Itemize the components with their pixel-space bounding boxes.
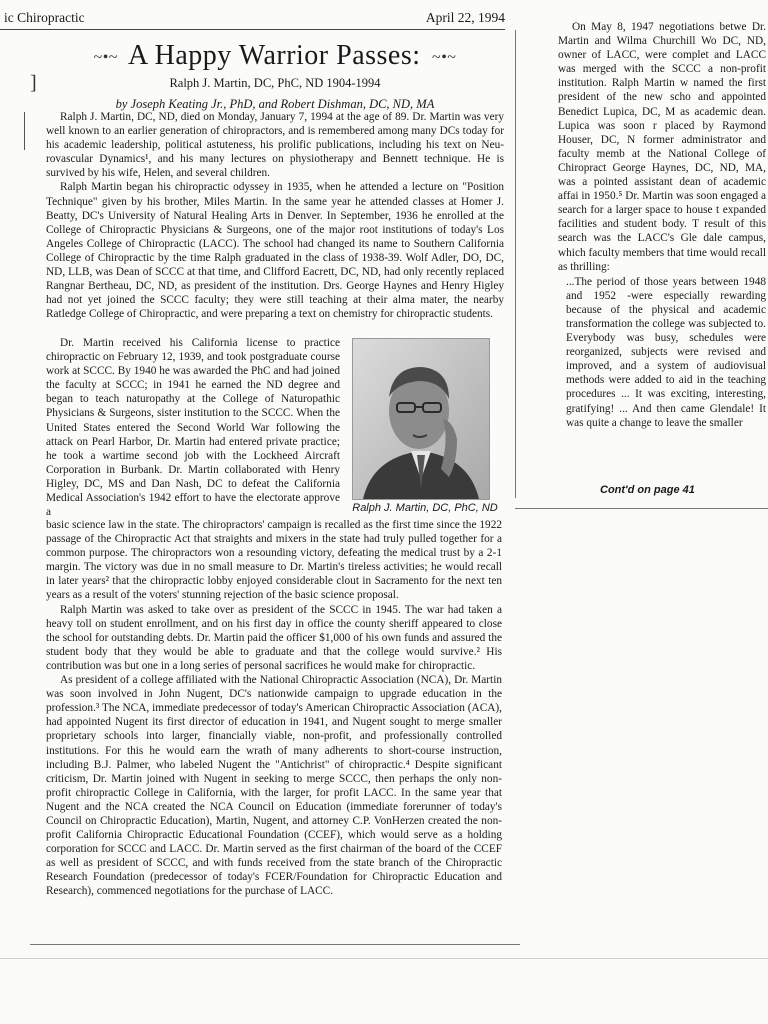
block-quote-text: ...The period of those years between 1948 and 1952 -were especially rewarding because of the physical and academic transformation the college was subjected to. Everybody was busy, schedules were reorganized, subjects were revised and improved, and a system of audiovisual methods were added to aid in the teaching procedures ... It was exciting, interesting, gratifying! ... And then came Glendale! It was quite a change to leave the smaller — [566, 275, 766, 429]
photo-caption: Ralph J. Martin, DC, PhC, ND — [352, 502, 498, 514]
portrait-photo — [352, 338, 490, 500]
article-byline: by Joseph Keating Jr., PhD, and Robert Dishman, DC, ND, MA — [115, 97, 435, 111]
paragraph-4: Ralph Martin was asked to take over as president of the SCCC in 1945. The war had taken a heavy toll on student enrollment, and on his first day in office the county sheriff appeared to close the school for outstanding debts. Dr. Martin paid the officer $1,000 of his own funds and assured the student body that they would be able to graduate and that the college would survive.² His contribution was but one in a long series of personal sacrifices he would make for chiropractic. — [46, 603, 502, 672]
main-column-bottom — [46, 518, 502, 899]
page-header — [0, 8, 505, 30]
right-column-bottom-rule — [515, 508, 768, 509]
issue-date: April 22, 1994 — [425, 10, 505, 25]
portrait-image — [353, 339, 489, 499]
title-block — [40, 40, 510, 72]
paragraph-3: Dr. Martin received his California license to practice chiropractic on February 12, 1939, and took postgraduate course work at SCCC. By 1940 he was awarded the PhC and had joined the faculty at SCCC; in 1941 he earned the ND degree and began to teach naturopathy at the College of Naturopathic Physicians & Surgeons, sister institution to the SCCC. When the United States entered the Second World War following the attack on Pearl Harbor, Dr. Martin had entered private practice; he took a wartime second job with the Lockheed Aircraft Corporation in Burbank. Dr. Martin collaborated with Henry Higley, DC, MS and Dan Nash, DC to defeat the California Medical Association's 1942 effort to have the electorate approve a — [46, 337, 340, 519]
article-title-line — [40, 40, 510, 72]
article-subtitle: Ralph J. Martin, DC, PhC, ND 1904-1994 — [169, 76, 381, 90]
paragraph-3-continued: basic science law in the state. The chiropractors' campaign is recalled as the first time since the 1922 passage of the Chiropractic Act that straights and mixers in the state had truly pulled together for a common purpose. The chiropractors won a resounding victory, defeating the medical trust by a 2-1 margin. The victory was due in no small measure to Dr. Martin's tireless activities; he would recall in later years² that the chiropractic lobby enjoyed considerable clout in Sacramento for the next ten years as a result of the voters' stunning rejection of the basic science proposal. — [46, 519, 502, 602]
margin-bracket-mark: ] — [30, 72, 37, 94]
continued-notice: Cont'd on page 41 — [600, 484, 695, 496]
right-column — [558, 20, 766, 430]
header-rule — [0, 29, 505, 30]
publication-name: ic Chiropractic — [4, 10, 85, 25]
paragraph-1: Ralph J. Martin, DC, ND, died on Monday, January 7, 1994 at the age of 89. Dr. Martin was very well known to an earlier generation of chiropractors, and is remembered among many DCs today for his academic leadership, political astuteness, his prolific publications, including his text on Neu-rovascular Dynamics¹, and his many lectures on physiotherapy and Bennett technique. He is survived by his wife, Helen, and several children. — [46, 111, 504, 180]
paragraph-5: As president of a college affiliated with the National Chiropractic Association (NCA), Dr. Martin was soon involved in John Nugent, DC's nationwide campaign to upgrade education in the profession.³ The NCA, immediate predecessor of today's American Chiropractic Association (ACA), had appointed Nugent its first director of education in 1941, and Nugent sought to merge smaller proprietary schools into larger, financially viable, non-profit, and professionally controlled institutions. For this he would earn the wrath of many adherents to short-course instruction, including B.J. Palmer, who labeled Nugent the "Antichrist" of chiropractic.⁴ Despite significant criticism, Dr. Martin joined with Nugent in seeking to merge SCCC, then perhaps the only non-profit chiropractic College in California, with the larger, for profit LACC. In the same year that Nugent and the NCA created the NCA Council on Education (immediate forerunner of today's Council on Chiropractic Education), Martin, Nugent, and attorney C.P. VonHerzen created the non-profit California Chiropractic Educational Foundation (CCEF), which would serve as a holding corporation for SCCC and LACC. Dr. Martin served as the first chairman of the board of the CCEF as well as president of SCCC, and with funds received from the state branch of the Chiropractic Research Foundation (predecessor of today's FCER/Foundation for Chiropractic Education and Research), commenced negotiations for the purchase of LACC. — [46, 674, 502, 898]
margin-tick-mark — [24, 112, 25, 150]
page-edge — [0, 958, 768, 959]
right-column-divider — [515, 30, 516, 498]
right-paragraph-1: On May 8, 1947 negotiations betwe Dr. Martin and Wilma Churchill Wo DC, ND, owner of LACC, were complet and LACC was merged with the SCCC a non-profit institution. Ralph Martin w named the first president of the new scho and appointed Benedict Lupica, DC, M as academic dean. Lupica was soon r placed by Raymond Houser, DC, N former administrator and faculty memb at the National College of Chiropract George Haynes, DC, ND, MA, was a pointed assistant dean of academic affai in 1950.⁵ Dr. Martin was soon engaged a search for a larger space to house t expanded facilities and student body. T result of this search was the LACC's Gle dale campus, which faculty members that time would recall as thrilling: — [558, 21, 766, 273]
block-quote — [558, 275, 766, 430]
article-title: A Happy Warrior Passes: — [127, 40, 421, 71]
paragraph-2: Ralph Martin began his chiropractic odyssey in 1935, when he attended a lecture on "Position Technique" given by his brother, Miles Martin. In the same year he attended classes at Homer J. Beatty, DC's University of Natural Healing Arts in Denver. In September, 1936 he enrolled at the College of Chiropractic Physicians & Surgeons, one of the major root institutions of today's Los Angeles College of Chiropractic (LACC). The school had changed its name to Southern California College of Chiropractic by the time Ralph graduated in the class of 1938-39. Wolf Adler, DO, DC, ND, LLB, was Dean of SCCC at that time, and Clifford Eacrett, DC, ND, had only recently replaced Rangnar Bertheau, DC, ND, as president of the institution. Drs. George Haynes and Henry Higley had not yet joined the SCCC faculty; they were still teaching at their alma mater, the nearby Ratledge College of Chiropractic, and were preparing a text on chemistry for chiropractic students. — [46, 181, 504, 321]
main-column-wrapped — [46, 336, 340, 519]
article-bottom-rule — [30, 944, 520, 945]
main-column-top — [46, 110, 504, 321]
title-ornament-right-icon: ~•~ — [432, 48, 457, 66]
title-ornament-left-icon: ~•~ — [93, 48, 118, 66]
